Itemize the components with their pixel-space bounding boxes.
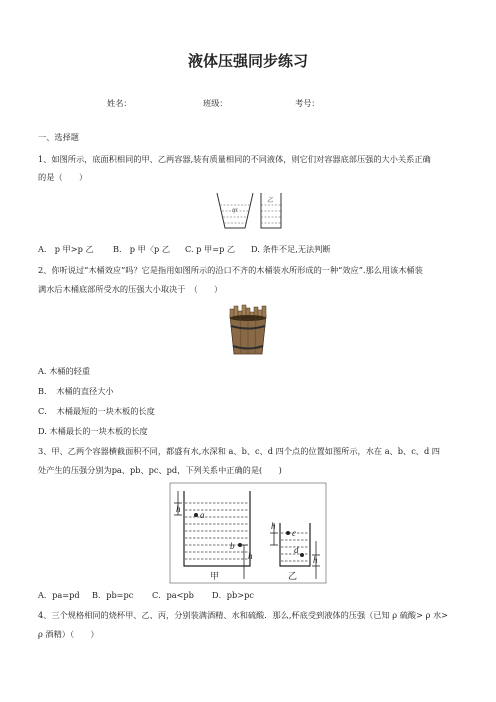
number-field-label: 考号： — [295, 98, 320, 108]
q2-option-b: B． 木桶的直径大小 — [38, 386, 114, 396]
wooden-bucket-image — [226, 304, 270, 356]
q1-option-d: D. 条件不足,无法判断 — [251, 244, 331, 254]
q3-point-a-label: a — [200, 510, 205, 520]
q2-option-d: D. 木桶最长的一块木板的长度 — [38, 426, 148, 436]
q3-container-yi-label: 乙 — [288, 571, 298, 581]
q3-option-c: C．pa<pb — [152, 590, 194, 600]
q1-containers-figure — [215, 190, 285, 232]
q3-text-line2: 处产生的压强分别为pa、pb、pc、pd，下列关系中正确的是( ) — [38, 465, 282, 475]
q3-depth-label-right-bottom: h — [313, 555, 318, 565]
q3-option-b: B．pb=pc — [92, 590, 134, 600]
q3-point-c-label: c — [292, 528, 296, 538]
q3-water-containers-figure — [170, 483, 326, 583]
q1-figure-label-right: 乙 — [267, 198, 274, 204]
document-title: 液体压强同步练习 — [187, 52, 308, 70]
q1-option-c: C. p 甲=p 乙 — [185, 244, 236, 254]
q3-depth-label-left: h — [176, 504, 181, 514]
q1-option-a: A. p 甲>p 乙 — [38, 244, 94, 254]
section-heading: 一、选择题 — [38, 132, 79, 142]
q3-point-d-label: d — [294, 545, 299, 555]
q3-option-d: D．pb>pc — [212, 590, 254, 600]
student-info-row — [0, 97, 496, 109]
q2-option-a: A. 木桶的轻重 — [38, 366, 91, 376]
q3-options-row — [0, 589, 496, 601]
q1-text-line1: 1、如图所示，底面积相同的甲、乙两容器,装有质量相同的不同液体，则它们对容器底部压强的大小关系正确 — [38, 154, 431, 164]
q3-depth-label-right-top: h — [271, 521, 276, 531]
q1-option-b: B. p 甲〈p 乙 — [113, 244, 171, 254]
name-field-label: 姓名： — [107, 98, 132, 108]
q3-option-a: A．pa=pd — [38, 590, 80, 600]
q1-figure-label-left: 甲 — [231, 209, 238, 215]
q3-text-line1: 3、甲、乙两个容器横截面积不同，都盛有水,水深和 a、b、c、d 四个点的位置如图所示，水在 a、b、c、d 四 — [38, 446, 440, 456]
q3-point-b-label: b — [230, 541, 235, 551]
q3-container-jia-label: 甲 — [210, 571, 220, 581]
q3-depth-label-mid: h — [248, 551, 253, 561]
q4-text-line1: 4、三个规格相同的烧杯甲、乙、丙，分别装满酒精、水和硫酸．那么,杯底受到液体的压强（已知 ρ 硫酸> ρ 水> — [38, 610, 449, 620]
class-field-label: 班级： — [203, 98, 228, 108]
q2-text-line1: 2、你听说过“木桶效应”吗？它是指用如图所示的沿口不齐的木桶装水所形成的一种“效应”.那么用该木桶装 — [38, 265, 423, 275]
q1-text-line2: 的是（ ） — [38, 172, 88, 182]
q4-text-line2: ρ 酒精）（ ） — [38, 629, 99, 639]
q2-text-line2: 满水后木桶底部所受水的压强大小取决于 （ ） — [38, 284, 223, 294]
q1-options-row — [0, 243, 496, 255]
q2-option-c: C． 木桶最短的一块木板的长度 — [38, 406, 155, 416]
